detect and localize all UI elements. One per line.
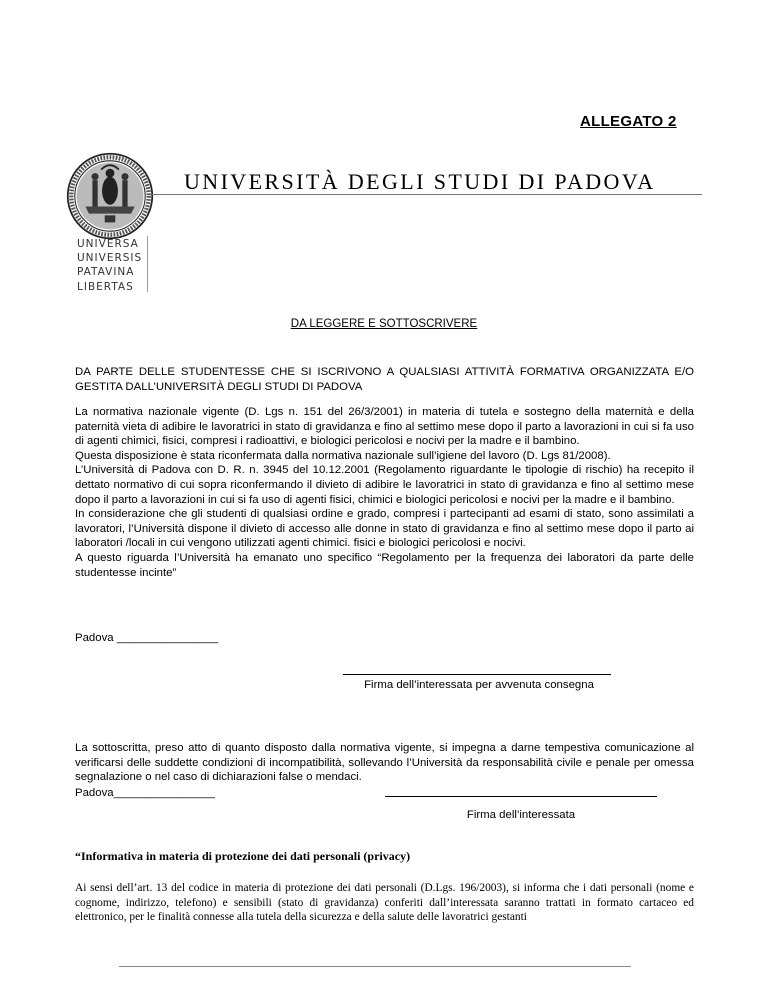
motto-divider xyxy=(147,236,148,292)
paragraph-3: L’Università di Padova con D. R. n. 3945 del 10.12.2001 (Regolamento riguardante le tipologie di rischio) ha recepito il dettato normativo di cui sopra riconfermando il divieto di adibire le lavoratrici in stato di gravidanza e fino al settimo mese dopo il parto a lavorazioni in cui si fa uso di agenti fisici, chimici e biologici pericolosi e nocivi per la madre e il bambino. xyxy=(75,464,694,506)
privacy-heading: “Informativa in materia di protezione dei dati personali (privacy) xyxy=(75,849,411,863)
signature-caption-2: Firma dell’interessata xyxy=(466,809,576,821)
privacy-paragraph: Ai sensi dell’art. 13 del codice in materia di protezione dei dati personali (D.Lgs. 196/2003), si informa che i dati personali (nome e cognome, indirizzo, telefono) e sensibili (stato di gravidanza) conferiti dall’interessata saranno trattati in formato cartaceo ed elettronico, per le finalità connesse alla tutela della sicurezza e della salute delle lavoratrici gestanti xyxy=(75,882,694,924)
intro-paragraph: DA PARTE DELLE STUDENTESSE CHE SI ISCRIVONO A QUALSIASI ATTIVITÀ FORMATIVA ORGANIZZATA E/O GESTITA DALL’UNIVERSITÀ DEGLI STUDI DI PADOVA xyxy=(75,366,694,393)
university-title: UNIVERSITÀ DEGLI STUDI DI PADOVA xyxy=(184,169,656,194)
regulation-text xyxy=(75,405,694,580)
motto-line-3: PATAVINA xyxy=(77,266,135,279)
signature-caption-1: Firma dell’interessata per avvenuta consegna xyxy=(364,679,594,691)
paragraph-1: La normativa nazionale vigente (D. Lgs n. 151 del 26/3/2001) in materia di tutela e sostegno della maternità e della paternità vieta di adibire le lavoratrici in stato di gravidanza e fino al settimo mese dopo il parto a lavorazioni in cui si fa uso di agenti chimici, fisici, compresi i radioattivi, e biologici pericolosi e nocivi per la madre e il bambino. xyxy=(75,406,694,448)
footer-rule xyxy=(119,966,631,967)
paragraph-2: Questa disposizione è stata riconfermata dalla normativa nazionale sull’igiene del lavoro (D. Lgs 81/2008). xyxy=(75,449,611,462)
allegato-label: ALLEGATO 2 xyxy=(580,113,677,130)
university-seal-logo xyxy=(66,152,154,240)
title-underline xyxy=(152,194,702,195)
motto-line-4: LIBERTAS xyxy=(77,280,134,293)
seal-motto xyxy=(77,237,147,294)
paragraph-5: A questo riguarda l’Università ha emanato uno specifico “Regolamento per la frequenza dei laboratori da parte delle studentesse incinte” xyxy=(75,551,694,579)
signature-line-1[interactable] xyxy=(343,674,611,675)
motto-line-1: UNIVERSA xyxy=(77,238,139,250)
signature-line-2[interactable] xyxy=(385,796,657,797)
motto-line-2: UNIVERSIS xyxy=(77,252,143,265)
place-date-field-2[interactable]: Padova________________ xyxy=(75,787,215,799)
read-and-sign-heading: DA LEGGERE E SOTTOSCRIVERE xyxy=(290,318,478,330)
declaration-paragraph: La sottoscritta, preso atto di quanto disposto dalla normativa vigente, si impegna a darne tempestiva comunicazione al verificarsi delle suddette condizioni di incompatibilità, sollevando l’Università da responsabilità civile e penale per omessa segnalazione o nel caso di dichiarazioni false o mendaci. xyxy=(75,742,694,784)
paragraph-4: In considerazione che gli studenti di qualsiasi ordine e grado, compresi i partecipanti ad esami di stato, sono assimilati a lavoratori, l’Università dispone il divieto di accesso alle donne in stato di gravidanza e fino al settimo mese dopo il parto ai laboratori /locali in cui vengono utilizzati agenti chimici. fisici e biologici pericolosi e nocivi. xyxy=(75,508,694,550)
place-date-field-1[interactable]: Padova ________________ xyxy=(75,632,219,644)
